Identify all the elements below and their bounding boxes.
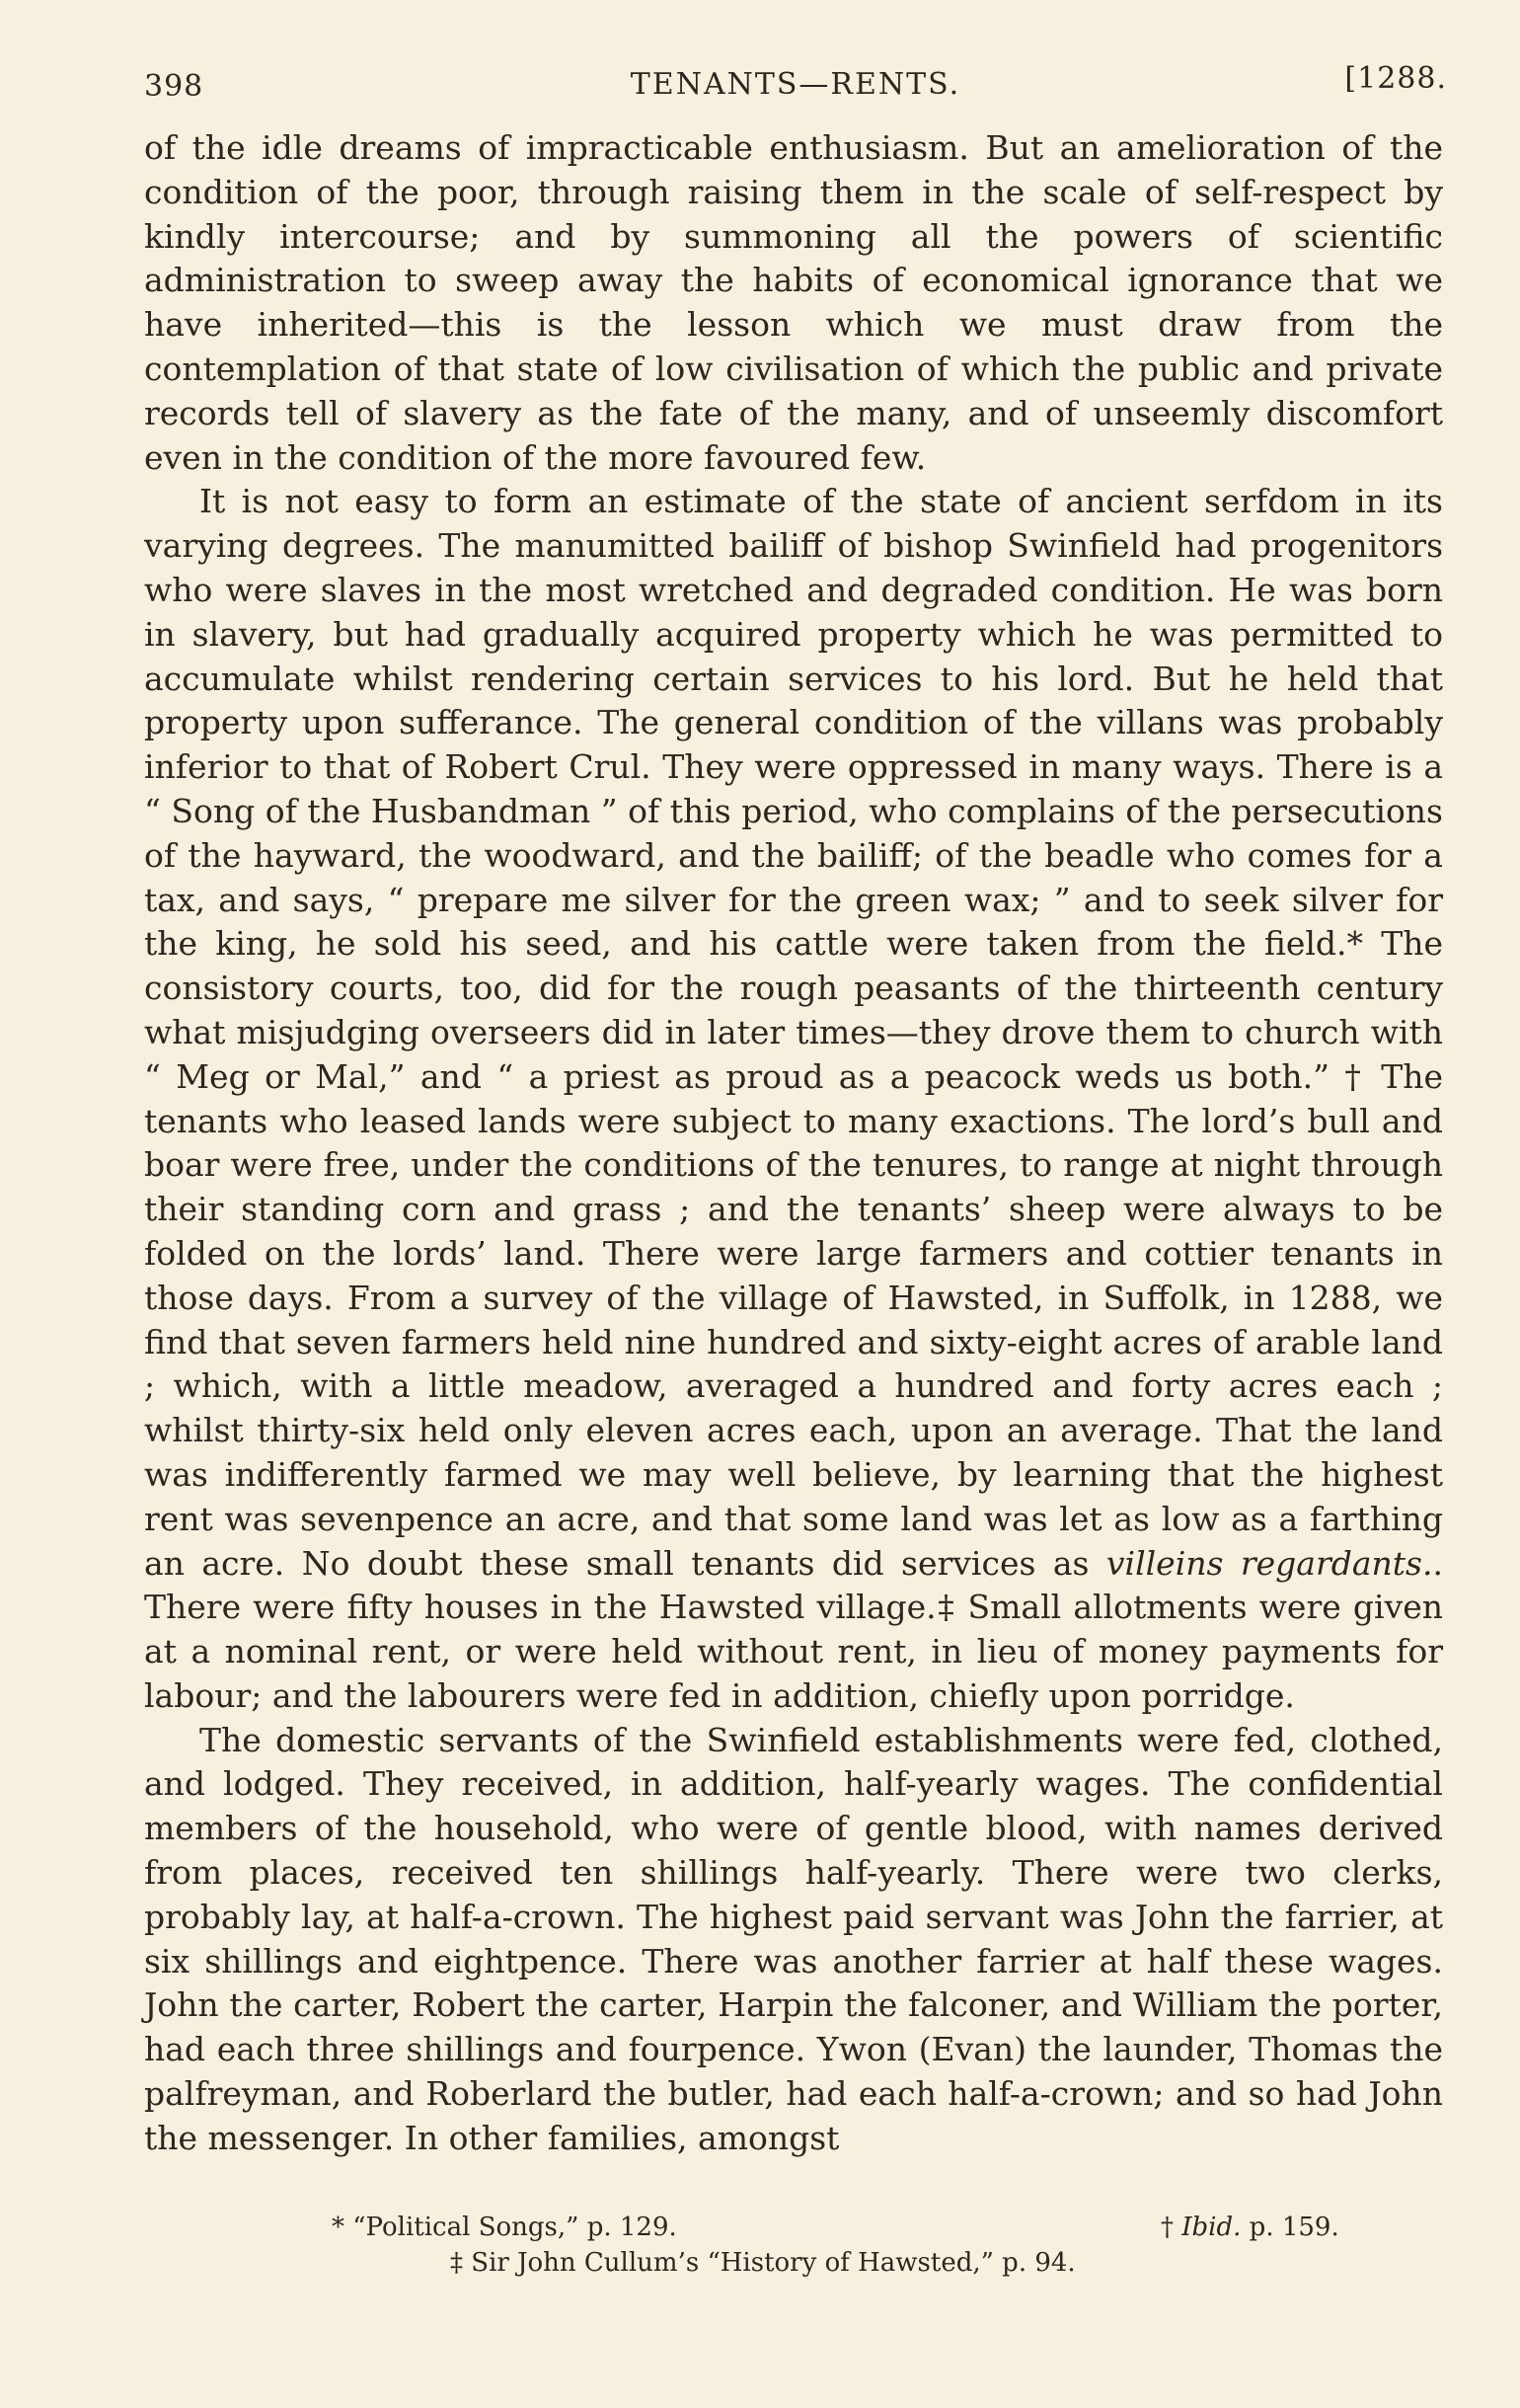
footnote-political-songs: * “Political Songs,” p. 129. [332,2213,677,2242]
footnote-history-of-hawsted: ‡ Sir John Cullum’s “History of Hawsted,” p. 94. [450,2248,1076,2278]
page-number: 398 [144,69,204,104]
paragraph-2-continued: . There were fifty houses in the Hawsted village.‡ Small allotments were given at a nominal rent, or were held without rent, in lieu of money payments for labour; and the labourers were fed in addition, chiefly upon porridge. [144,1543,1443,1715]
footnote-ibid-page: p. 159. [1241,2213,1339,2242]
running-title: TENANTS—RENTS. [630,67,961,102]
footnote-row-1 [144,2210,1443,2245]
body-text [144,126,1443,2161]
running-header [144,59,1447,107]
footnotes [144,2210,1443,2281]
paragraph-2 [144,480,1443,1718]
footnote-row-2 [144,2245,1443,2281]
italic-phrase: villeins regardants. [1105,1543,1433,1583]
footnote-dagger: † [1161,2213,1182,2242]
paragraph-1: of the idle dreams of impracticable enthusiasm. But an amelioration of the condition of the poor, through raising them in the scale of self-respect by kindly intercourse; and by summoning all the powers of scientific administration to sweep away the habits of economical ignorance that we have inherited—this is the lesson which we must draw from the contemplation of that state of low civilisation of which the public and private records tell of slavery as the fate of the many, and of unseemly discomfort even in the condition of the more favoured few. [144,128,1443,477]
paragraph-2-text: It is not easy to form an estimate of the state of ancient serfdom in its varying degrees. The manumitted bailiff of bishop Swinfield had progenitors who were slaves in the most wretched and degraded condition. He was born in slavery, but had gradually acquired property which he was permitted to accumulate whilst rendering certain services to his lord. But he held that property upon sufferance. The general condition of the villans was probably inferior to that of Robert Crul. They were oppressed in many ways. There is a “ Song of the Husbandman ” of this period, who complains of the persecutions of the hayward, the woodward, and the bailiff; of the beadle who comes for a tax, and says, “ prepare me silver for the green wax; ” and to seek silver for the king, he sold his seed, and his cattle were taken from the field.* The consistory courts, too, did for the rough peasants of the thirteenth century what misjudging overseers did in later times—they drove them to church with “ Meg or Mal,” and “ a priest as proud as a peacock weds us both.” † The tenants who leased lands were subject to many exactions. The lord’s bull and boar were free, under the conditions of the tenures, to range at night through their standing corn and grass ; and the tenants’ sheep were always to be folded on the lords’ land. There were large farmers and cottier tenants in those days. From a survey of the village of Hawsted, in Suffolk, in 1288, we find that seven farmers held nine hundred and sixty-eight acres of arable land ; which, with a little meadow, averaged a hundred and forty acres each ; whilst thirty-six held only eleven acres each, upon an average. That the land was indifferently farmed we may well believe, by learning that the highest rent was sevenpence an acre, and that some land was let as low as a farthing an acre. No doubt these small tenants did services as [144,482,1443,1583]
footnote-ibid [1161,2210,1339,2245]
footnote-ibid-italic: Ibid. [1181,2213,1242,2242]
paragraph-3: The domestic servants of the Swinfield establishments were fed, clothed, and lodged. They received, in addition, half-yearly wages. The confidential members of the household, who were of gentle blood, with names derived from places, received ten shillings half-yearly. There were two clerks, probably lay, at half-a-crown. The highest paid servant was John the farrier, at six shillings and eightpence. There was another farrier at half these wages. John the carter, Robert the carter, Harpin the falconer, and William the porter, had each three shillings and fourpence. Ywon (Evan) the launder, Thomas the palfreyman, and Roberlard the butler, had each half-a-crown; and so had John the messenger. In other families, amongst [144,1720,1443,2157]
header-year: [1288. [1344,61,1447,96]
